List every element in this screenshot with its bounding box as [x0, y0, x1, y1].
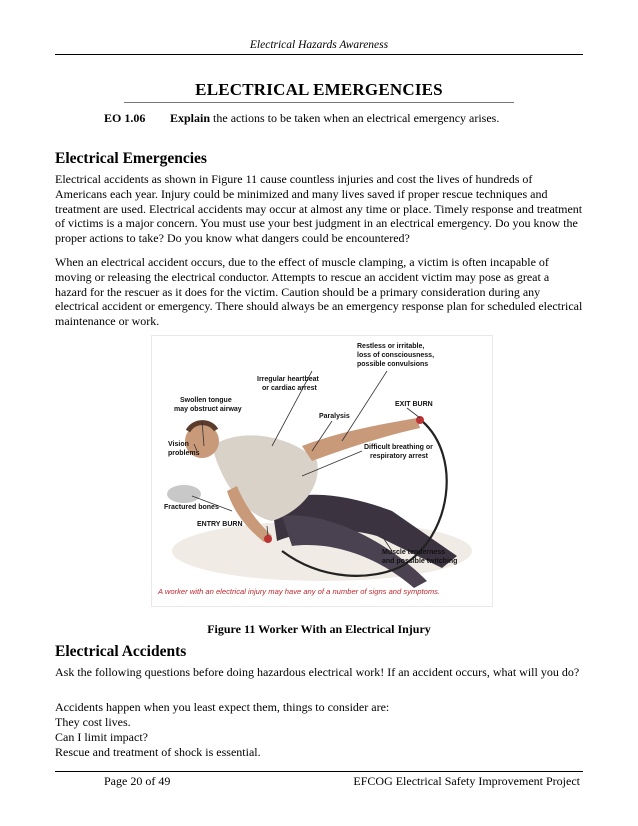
accidents-line-4: Rescue and treatment of shock is essential. [55, 745, 261, 759]
figure-inner-caption: A worker with an electrical injury may have any of a number of signs and symptoms. [158, 587, 441, 596]
footer-project: EFCOG Electrical Safety Improvement Project [353, 774, 580, 788]
label-restless-1: Restless or irritable, [357, 343, 425, 350]
label-muscle-2: and possible twitching [382, 558, 458, 565]
footer-page-number: Page 20 of 49 [104, 774, 171, 788]
header-rule [55, 54, 583, 55]
label-bones: Fractured bones [164, 504, 219, 511]
label-paralysis: Paralysis [319, 413, 350, 420]
accidents-line-3: Can I limit impact? [55, 730, 148, 744]
label-entry-burn: ENTRY BURN [197, 521, 243, 528]
page-title: ELECTRICAL EMERGENCIES [195, 80, 443, 99]
label-vision-2: problems [168, 450, 200, 457]
accidents-line-1: Accidents happen when you least expect them, things to consider are: [55, 700, 390, 714]
label-heartbeat-2: or cardiac arrest [262, 385, 317, 392]
paragraph-accidents-1: Ask the following questions before doing hazardous electrical work! If an accident occurs, what will you do? [55, 665, 580, 679]
label-tongue-2: may obstruct airway [174, 406, 242, 413]
label-vision-1: Vision [168, 441, 189, 448]
paragraph-emergencies-1: Electrical accidents as shown in Figure 11 cause countless injuries and cost the lives of hundreds of Americans each year. Injury could be minimized and many lives saved if proper rescue techniques and treatment are used. Electrical accidents may occur at almost any time or place. Timely response and treatment of victims is a major concern. You must use your best judgment in an electrical emergency. Do you know the proper actions to take? Do you know what dangers could be encountered? [55, 172, 583, 246]
figure-electrical-injury [151, 335, 493, 607]
objective-verb: Explain [170, 111, 211, 125]
label-breathing-1: Difficult breathing or [364, 444, 433, 451]
label-restless-2: loss of consciousness, [357, 352, 435, 359]
title-rule [124, 102, 514, 103]
objective-code: EO 1.06 [104, 111, 146, 125]
figure-caption: Figure 11 Worker With an Electrical Injury [207, 622, 431, 636]
accidents-line-2: They cost lives. [55, 715, 131, 729]
running-header: Electrical Hazards Awareness [249, 39, 389, 51]
paragraph-emergencies-2: When an electrical accident occurs, due to the effect of muscle clamping, a victim is often incapable of moving or releasing the electrical conductor. Attempts to rescue an accident victim may pose as great a hazard for the rescuer as it does for the victim. Caution should be a primary consideration during any electrical accident or emergency. There should always be an emergency response plan for scheduled electrical maintenance or work. [55, 255, 583, 329]
label-breathing-2: respiratory arrest [370, 453, 428, 460]
section-heading-emergencies: Electrical Emergencies [55, 150, 207, 167]
objective-body: the actions to be taken when an electrical emergency arises. [210, 111, 500, 125]
footer-rule [55, 771, 583, 772]
hard-hat [167, 485, 201, 503]
label-heartbeat-1: Irregular heartbeat [257, 376, 319, 383]
section-heading-accidents: Electrical Accidents [55, 643, 187, 660]
objective-text [170, 111, 583, 126]
label-exit-burn: EXIT BURN [395, 401, 433, 408]
label-restless-3: possible convulsions [357, 361, 429, 368]
label-muscle-1: Muscle tenderness [382, 549, 446, 556]
label-tongue-1: Swollen tongue [180, 397, 232, 404]
injured-worker-illustration [152, 336, 492, 606]
exit-burn-mark [416, 416, 424, 424]
entry-burn-mark [264, 535, 272, 543]
